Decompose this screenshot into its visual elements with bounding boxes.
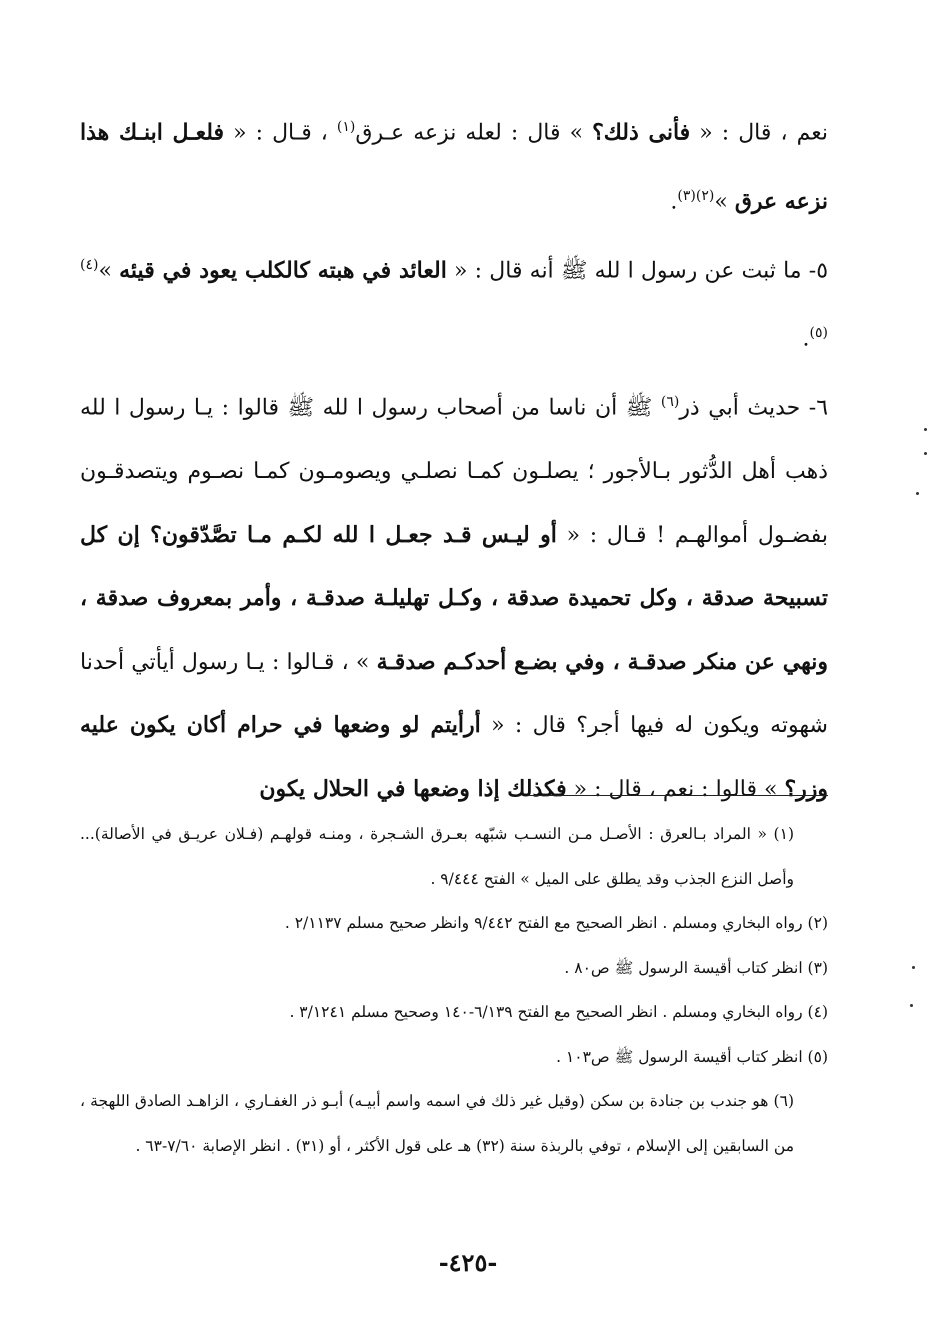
footnote-marker: (٤)(٥) [80, 256, 828, 342]
text-run: ﷺ أن ناسا من أصحاب رسول ا لله ﷺ قالوا : يـا رسول ا لله ذهب أهل الدُّثور بـالأجور ؛ يصلـون كمـا نصلـي ويصومـون كمـا نصـوم ويتصدقـون بفضـول أموالهـم ! قـال : « [80, 395, 828, 548]
text-run: » [98, 257, 120, 283]
scan-speck [924, 452, 927, 455]
text-run: » قالوا : نعم ، قال : « [566, 776, 785, 802]
footnote-separator [528, 795, 828, 796]
paragraph [80, 234, 828, 372]
footnote: (١) « المراد بـالعرق : الأصـل مـن النسـب شبّهه بعـرق الشـجرة ، ومنـه قولهـم (فـلان عريـق في الأصالة)... وأصل النزع الجذب وقد يطلق على الميل » الفتح ٩/٤٤٤ . [80, 825, 794, 888]
footnote: (٣) انظر كتاب أقيسة الرسول ﷺ ص٨٠ . [564, 958, 828, 977]
footnote: (٥) انظر كتاب أقيسة الرسول ﷺ ص١٠٣ . [556, 1047, 828, 1066]
hadith-quote: فأنى ذلك؟ [592, 119, 691, 146]
text-run: ٦- حديث أبي ذر [679, 395, 829, 421]
footnotes [80, 812, 828, 1168]
text-run: ٥- ما ثبت عن رسول ا لله ﷺ أنه قال : « [446, 257, 829, 283]
footnote: (٦) هو جندب بن جنادة بن سكن (وقيل غير ذلك في اسمه واسم أبيـه) أبـو ذر الغفـاري ، الزاهـد الصادق اللهجة ، من السابقين إلى الإسلام ، توفي بالربذة سنة (٣٢) هـ على قول الأكثر ، أو (٣١) . انظر الإصابة ٧/٦٠-٦٣ . [80, 1092, 794, 1155]
footnote-marker: (٢)(٣) [677, 187, 715, 204]
scan-speck [916, 492, 919, 495]
scan-speck [910, 1004, 913, 1007]
text-run: ، قـال : « [224, 120, 337, 146]
text-run: نعم ، قال : « [690, 120, 828, 146]
footnote-marker: (٦) [660, 394, 680, 411]
paragraph [80, 96, 828, 234]
main-text [80, 96, 828, 821]
text-run: » قال : لعله نزعه عـرق [355, 120, 593, 146]
footnote: (٤) رواه البخاري ومسلم . انظر الصحيح مع الفتح ٦/١٣٩-١٤٠ وصحيح مسلم ٣/١٢٤١ . [289, 1003, 828, 1021]
hadith-quote: فكذلك إذا وضعها في الحلال يكون [259, 775, 567, 802]
scan-speck [924, 428, 927, 431]
text-run: » [714, 189, 735, 215]
page-number: -٤٢٥- [438, 1248, 498, 1277]
footnote-marker: (١) [336, 119, 356, 135]
hadith-quote: العائد في هبته كالكلب يعود في قيئه [119, 256, 447, 283]
footnote: (٢) رواه البخاري ومسلم . انظر الصحيح مع الفتح ٩/٤٤٢ وانظر صحيح مسلم ٢/١١٣٧ . [284, 914, 828, 932]
hadith-quote: أرأيتم لو وضعها في حرام أكان يكون عليه وزر؟ [80, 712, 828, 802]
hadith-quote: أو ليـس قـد جعـل ا لله لكـم مـا تصَّدّقون؟ إن كل تسبيحة صدقة ، وكل تحميدة صدقة ، وكـل تهليلـة صدقـة ، وأمر بمعروف صدقة ، ونهي عن منكر صدقـة ، وفي بضـع أحدكـم صدقـة [80, 521, 828, 675]
text-run: . [802, 326, 810, 352]
paragraph [80, 371, 828, 821]
scan-speck [912, 966, 915, 969]
text-run: » ، قـالوا : يـا رسول أيأتي أحدنا شهوته ويكون له فيها أجر؟ قال : « [80, 649, 828, 739]
text-run: . [670, 189, 678, 215]
hadith-quote: فلعـل ابنـك هذا نزعه عرق [80, 119, 828, 215]
